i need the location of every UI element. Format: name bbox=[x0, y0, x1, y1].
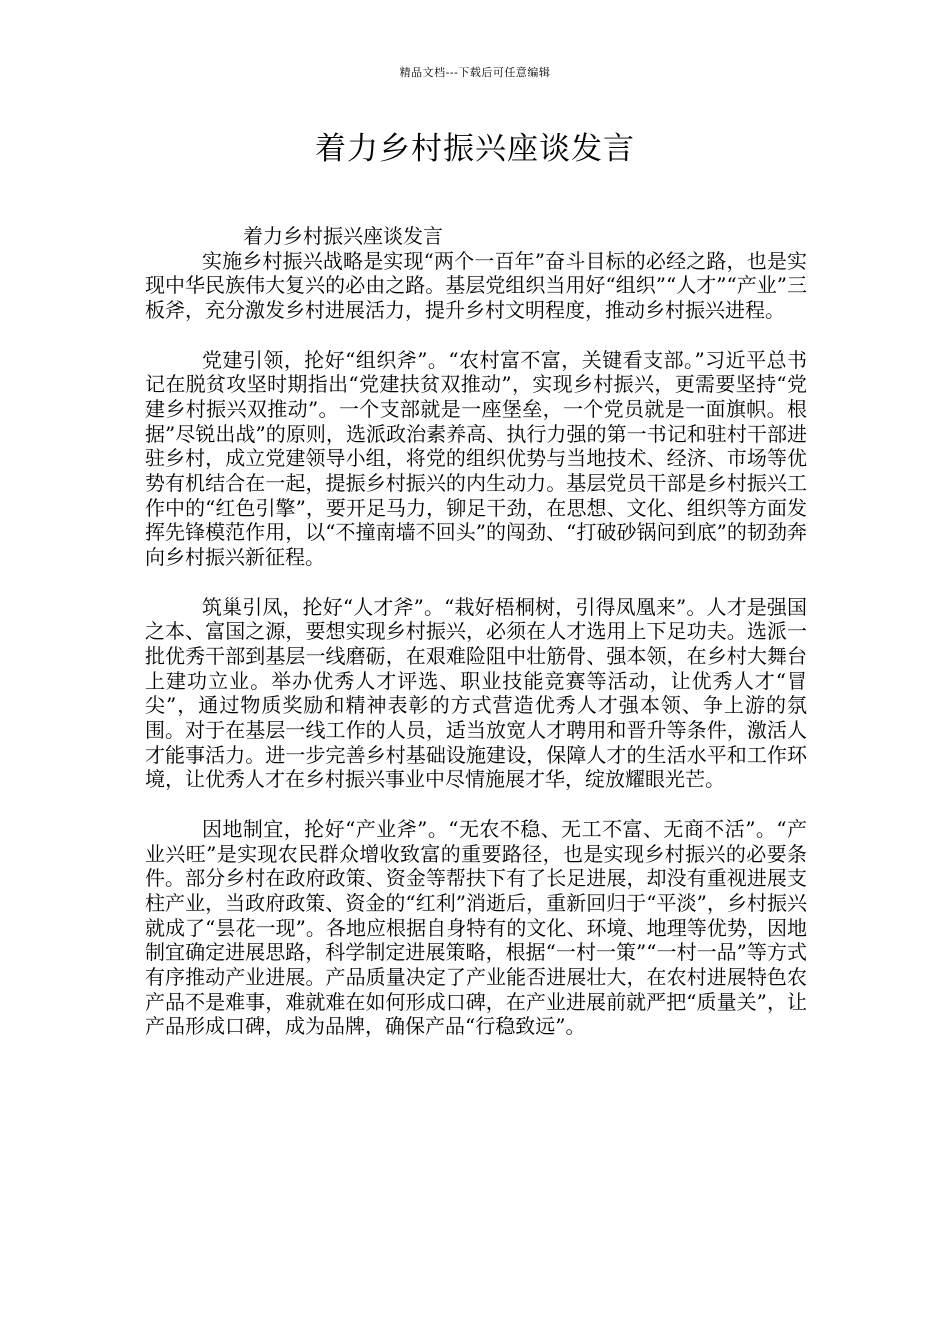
header-note: 精品文档---下载后可任意编辑 bbox=[399, 66, 551, 79]
paragraph-industry: 因地制宜，抡好“产业斧”。“无农不稳、无工不富、无商不活”。“产业兴旺”是实现农民群众增收致富的重要路径，也是实现乡村振兴的必要条件。部分乡村在政府政策、资金等帮扶下有了长足进展，却没有重视进展支柱产业，当政府政策、资金的“红利”消逝后，重新回归于“平淡”，乡村振兴就成了“昙花一现”。各地应根据自身特有的文化、环境、地理等优势，因地制宜确定进展思路，科学制定进展策略，根据“一村一策”“一村一品”等方式有序推动产业进展。产品质量决定了产业能否进展壮大，在农村进展特色农产品不是难事，难就难在如何形成口碑，在产业进展前就严把“质量关”，让产品形成口碑，成为品牌，确保产品“行稳致远”。 bbox=[145, 816, 807, 1039]
paragraph-organization: 党建引领，抡好“组织斧”。“农村富不富，关键看支部。”习近平总书记在脱贫攻坚时期指出“党建扶贫双推动”，实现乡村振兴，更需要坚持“党建乡村振兴双推动”。一个支部就是一座堡垒，一个党员就是一面旗帜。根据”尽锐出战”的原则，选派政治素养高、执行力强的第一书记和驻村干部进驻乡村，成立党建领导小组，将党的组织优势与当地技术、经济、市场等优势有机结合在一起，提振乡村振兴的内生动力。基层党员干部是乡村振兴工作中的“红色引擎”，要开足马力，铆足干劲，在思想、文化、组织等方面发挥先锋模范作用，以“不撞南墙不回头”的闯劲、“打破砂锅问到底”的韧劲奔向乡村振兴新征程。 bbox=[145, 347, 807, 570]
paragraph-talent: 筑巢引凤，抡好“人才斧”。“栽好梧桐树，引得凤凰来”。人才是强国之本、富国之源，要想实现乡村振兴，必须在人才选用上下足功夫。选派一批优秀干部到基层一线磨砺，在艰难险阻中壮筋骨、强本领，在乡村大舞台上建功立业。举办优秀人才评选、职业技能竞赛等活动，让优秀人才“冒尖”，通过物质奖励和精神表彰的方式营造优秀人才强本领、争上游的氛围。对于在基层一线工作的人员，适当放宽人才聘用和晋升等条件，激活人才能事活力。进一步完善乡村基础设施建设，保障人才的生活水平和工作环境，让优秀人才在乡村振兴事业中尽情施展才华，绽放耀眼光芒。 bbox=[145, 594, 807, 792]
subtitle: 着力乡村振兴座谈发言 bbox=[243, 224, 443, 248]
document-body bbox=[145, 224, 807, 1039]
paragraph-intro: 实施乡村振兴战略是实现“两个一百年”奋斗目标的必经之路，也是实现中华民族伟大复兴的必由之路。基层党组织当用好“组织”“人才”“产业”三板斧，充分激发乡村进展活力，提升乡村文明程度，推动乡村振兴进程。 bbox=[145, 248, 807, 323]
document-title: 着力乡村振兴座谈发言 bbox=[315, 131, 635, 167]
